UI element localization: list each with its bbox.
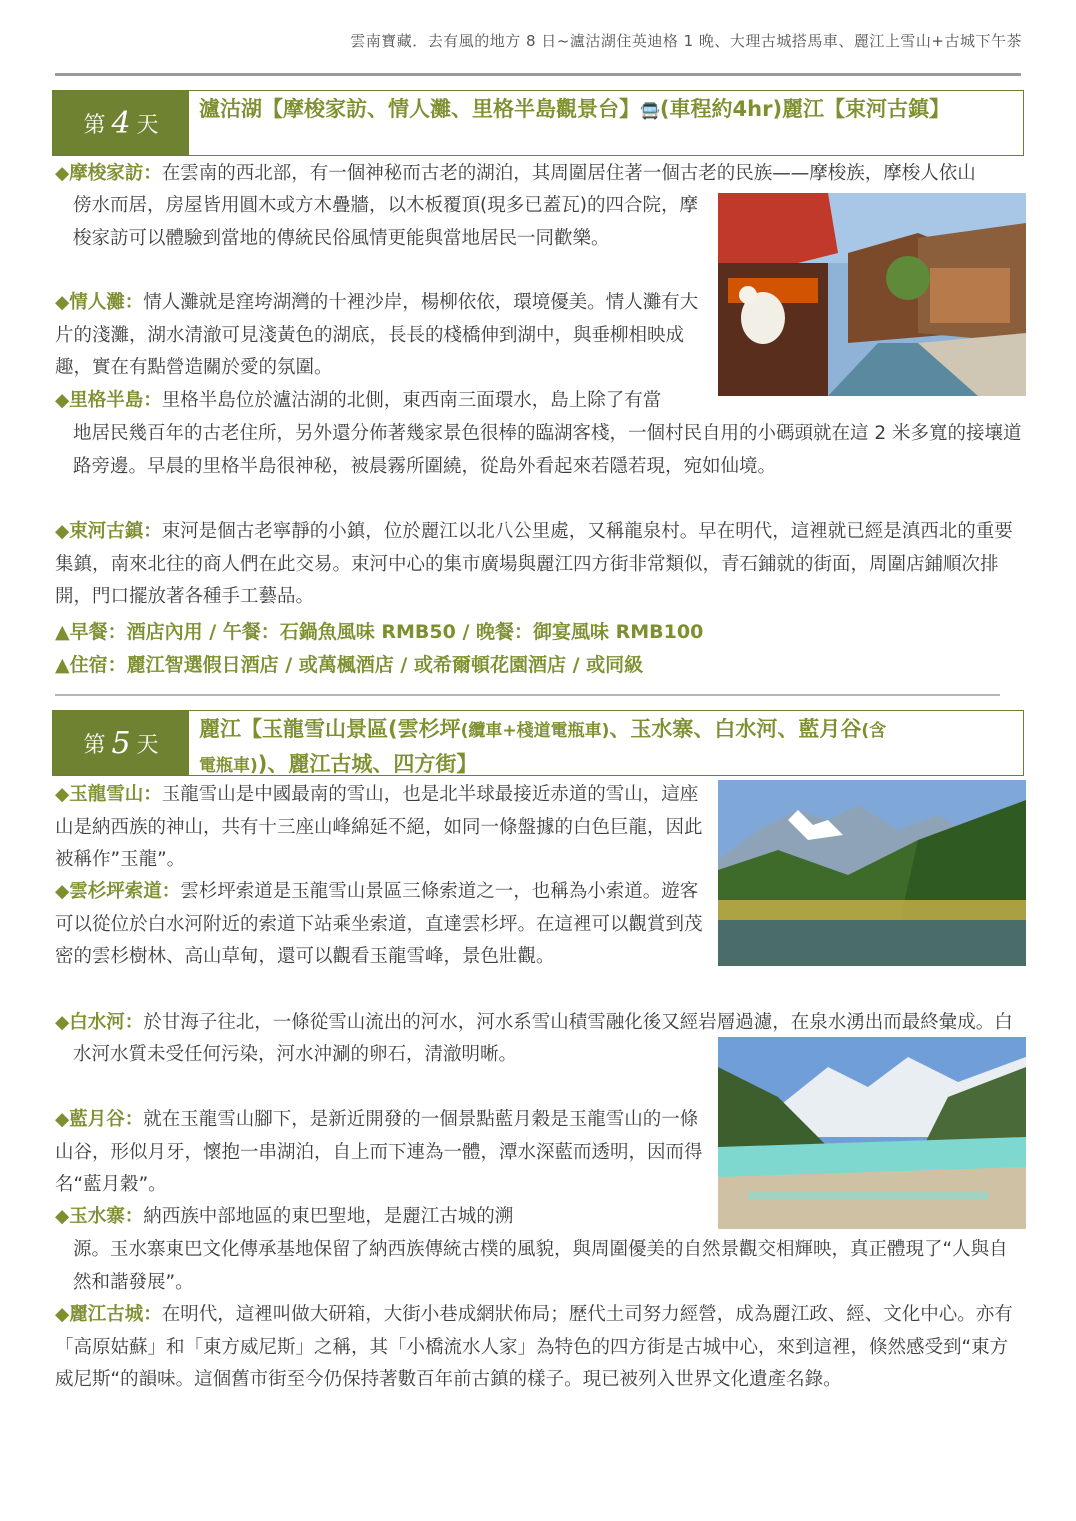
day5-label-suffix: 天 [136,732,159,758]
header-divider [55,73,1021,76]
day5-label-prefix: 第 [83,732,106,758]
day5-title [189,711,1023,775]
day5-item-cableway [55,876,703,974]
item-text: 雲杉坪索道是玉龍雪山景區三條索道之一，也稱為小索道。遊客可以從位於白水河附近的索道下站乘坐索道，直達雲杉坪。在這裡可以觀賞到茂密的雲杉樹林、高山草甸，還可以觀看玉龍雪峰，景色壯觀。 [55,881,703,967]
item-text: 情人灘就是窪垮湖灣的十裡沙岸，楊柳依依，環境優美。情人灘有大片的淺灘，湖水清澈可見淺黃色的湖底，長長的棧橋伸到湖中，與垂柳相映成趣，實在有點營造關於愛的氛圍。 [55,292,699,378]
day4-label-suffix: 天 [136,112,159,138]
day5-header [52,710,1024,776]
item-text: 就在玉龍雪山腳下，是新近開發的一個景點藍月穀是玉龍雪山的一條山谷，形似月牙，懷抱一串湖泊，自上而下連為一體，潭水深藍而透明，因而得名“藍月穀”。 [55,1109,703,1195]
item-name: ◆麗江古城： [55,1304,162,1325]
day5-number: 5 [111,725,131,761]
item-text: 於甘海子往北，一條從雪山流出的河水，河水系雪山積雪融化後又經岩層過濾，在泉水湧出而最終彙成。白 [143,1012,1013,1033]
lijiang-oldtown-photo [718,193,1026,396]
section-divider [55,694,1000,696]
day4-item-lige-cont [73,418,1025,483]
item-text: 束河是個古老寧靜的小鎮，位於麗江以北八公里處，又稱龍泉村。早在明代，這裡就已經是滇西北的重要集鎮，南來北往的商人們在此交易。束河中心的集市廣場與麗江四方街非常類似，青石鋪就的街面，周圍店鋪順次排開，門口擺放著各種手工藝品。 [55,521,1013,607]
item-text-cont: 傍水而居，房屋皆用圓木或方木疊牆，以木板覆頂(現多已蓋瓦)的四合院，摩梭家訪可以體驗到當地的傳統民俗風情更能與當地居民一同歡樂。 [73,195,698,249]
bus-icon: 🚍 [640,101,660,120]
item-text: 在雲南的西北部，有一個神秘而古老的湖泊，其周圍居住著一個古老的民族——摩梭族，摩梭人依山 [161,163,976,184]
item-text-cont: 水河水質未受任何污染，河水沖涮的卵石，清澈明晰。 [73,1044,518,1065]
day5-title-part2: 、玉水寨、白水河、藍月谷 [609,717,862,741]
day4-meals: ▲早餐：酒店內用 / 午餐：石鍋魚風味 RMB50 / 晚餐：御宴風味 RMB100 [55,621,704,643]
day5-title-part3: 電瓶車) [199,756,258,776]
item-name: ◆里格半島： [55,390,162,411]
day5-item-lijiang-oldtown [55,1299,1025,1397]
day5-item-white-river-line1 [55,1007,1025,1040]
day5-item-jade-dragon [55,779,703,877]
item-name: ◆雲杉坪索道： [55,881,181,902]
day4-item-shuhe [55,516,1025,614]
day5-item-yushuizhai-cont [73,1234,1025,1299]
item-name: ◆藍月谷： [55,1109,144,1130]
item-name: ◆白水河： [55,1012,144,1033]
item-text: 納西族中部地區的東巴聖地，是麗江古城的溯 [143,1206,514,1227]
day5-title-part1: 麗江【玉龍雪山景區(雲杉坪 [199,717,461,741]
day5-title-cable: (纜車+棧道電瓶車) [460,721,610,741]
item-text: 里格半島位於瀘沽湖的北側，東西南三面環水，島上除了有當 [161,390,662,411]
item-text: 在明代，這裡叫做大研箱，大街小巷成網狀佈局；歷代土司努力經營，成為麗江政、經、文化中心。亦有「高原姑蘇」和「東方威尼斯」之稱，其「小橋流水人家」為特色的四方街是古城中心，來到這裡，倏然感受到“東方威尼斯“的韻味。這個舊市街至今仍保持著數百年前古鎮的樣子。現已被列入世界文化遺產名錄。 [55,1304,1013,1390]
day5-title-incl: (含 [861,721,887,741]
day4-label-prefix: 第 [83,112,106,138]
day4-label [53,91,189,155]
item-text: 玉龍雪山是中國最南的雪山，也是北半球最接近赤道的雪山，這座山是納西族的神山，共有十三座山峰綿延不絕，如同一條盤據的白色巨龍，因此被稱作”玉龍”。 [55,784,703,870]
page-header: 雲南寶藏．去有風的地方 8 日~瀘沽湖住英迪格 1 晚、大理古城搭馬車、麗江上雪山+古城下午茶 [350,32,1022,50]
day4-item-lige-line1 [55,385,703,418]
jade-dragon-snow-mountain-photo [718,780,1026,966]
day4-title-part1: 瀘沽湖【摩梭家訪、情人灘、里格半島觀景台】 [199,97,640,121]
day5-item-yushuizhai-line1 [55,1201,703,1234]
item-name: ◆玉龍雪山： [55,784,162,805]
day4-item-lovers-beach [55,287,703,385]
day4-title [189,91,1023,155]
day5-item-white-river-cont [73,1039,703,1072]
item-name: ◆情人灘： [55,292,144,313]
day4-item-mosuo-cont [73,190,703,255]
blue-moon-valley-photo [718,1037,1026,1229]
day4-item-mosuo-line1 [55,158,1023,191]
item-text-cont: 地居民幾百年的古老住所，另外還分佈著幾家景色很棒的臨湖客棧，一個村民自用的小碼頭就在這 2 米多寬的接壤道路旁邊。早晨的里格半島很神秘，被晨霧所圍繞，從島外看起來若隱若現，宛如仙境。 [73,423,1022,477]
day4-header [52,90,1024,156]
day4-title-part2: (車程約4hr)麗江【束河古鎮】 [659,97,951,121]
day4-number: 4 [111,105,131,141]
item-text-cont: 源。玉水寨東巴文化傳承基地保留了納西族傳統古樸的風貌，與周圍優美的自然景觀交相輝映，真正體現了“人與自然和諧發展”。 [73,1239,1008,1293]
day5-item-blue-moon [55,1104,703,1202]
item-name: ◆束河古鎮： [55,521,162,542]
day4-hotel: ▲住宿：麗江智選假日酒店 / 或萬楓酒店 / 或希爾頓花園酒店 / 或同級 [55,654,644,676]
day5-title-part4: )、麗江古城、四方街】 [257,752,478,776]
item-name: ◆摩梭家訪： [55,163,162,184]
item-name: ◆玉水寨： [55,1206,144,1227]
day5-label [53,711,189,775]
